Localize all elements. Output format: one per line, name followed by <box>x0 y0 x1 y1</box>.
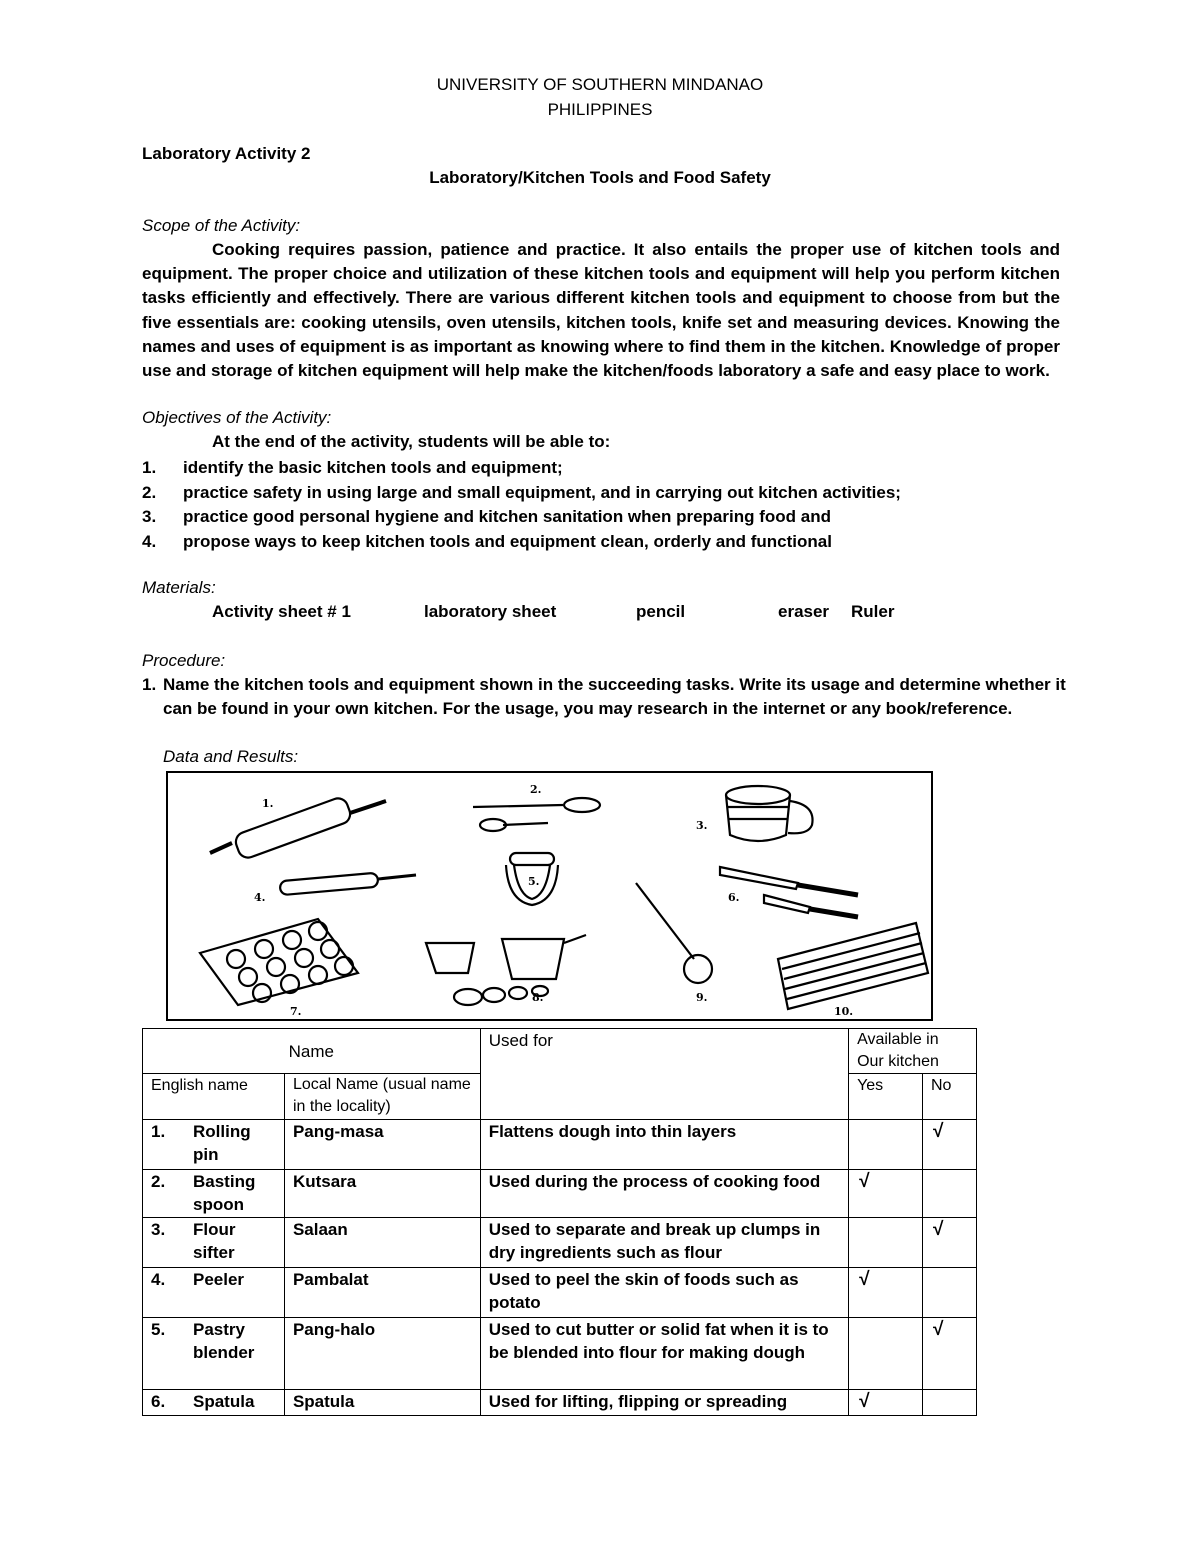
used-for: Flattens dough into thin layers <box>480 1120 848 1170</box>
basting-spoon-icon <box>473 798 600 831</box>
yes-check-cell <box>849 1390 923 1416</box>
table-row <box>143 1170 977 1218</box>
no-check-cell <box>923 1170 977 1218</box>
yes-check-cell <box>849 1218 923 1268</box>
procedure-line: Name the kitchen tools and equipment shown in the succeeding tasks. Write its usage and determine whether it <box>163 675 1066 694</box>
item-text: identify the basic kitchen tools and equipment; <box>183 458 563 477</box>
header-name: Name <box>143 1029 481 1074</box>
english-name: Pastry blender <box>193 1320 255 1362</box>
yes-check-cell <box>849 1120 923 1170</box>
scope-paragraph <box>142 238 1060 383</box>
peeler-icon <box>280 873 416 895</box>
english-name-cell <box>143 1170 285 1218</box>
procedure-line: can be found in your own kitchen. For the usage, you may research in the internet or any book/reference. <box>163 699 1013 718</box>
table-row <box>143 1218 977 1268</box>
university-name: UNIVERSITY OF SOUTHERN MINDANAO <box>436 75 764 94</box>
english-name: Flour sifter <box>193 1220 236 1262</box>
english-name: Rolling pin <box>193 1122 251 1164</box>
figure-label: 3. <box>696 819 708 832</box>
check-mark: √ <box>859 1171 870 1192</box>
objectives-heading: Objectives of the Activity: <box>142 408 332 427</box>
ladle-icon <box>636 883 712 983</box>
english-name: Peeler <box>193 1270 245 1289</box>
local-name: Pambalat <box>284 1268 480 1318</box>
english-name-cell <box>143 1120 285 1170</box>
english-name-cell <box>143 1390 285 1416</box>
used-for: Used to peel the skin of foods such as potato <box>480 1268 848 1318</box>
local-name: Pang-masa <box>284 1120 480 1170</box>
procedure-number: 1. <box>142 675 157 694</box>
item-number: 4. <box>142 531 157 551</box>
figure-label: 5. <box>528 875 540 888</box>
figure-label: 9. <box>696 991 708 1004</box>
header-yes: Yes <box>849 1074 923 1120</box>
local-name: Pang-halo <box>284 1318 480 1390</box>
row-number: 2. <box>151 1172 166 1191</box>
used-for: Used to separate and break up clumps in dry ingredients such as flour <box>480 1218 848 1268</box>
used-for: Used during the process of cooking food <box>480 1170 848 1218</box>
table-row <box>143 1318 977 1390</box>
local-name: Salaan <box>284 1218 480 1268</box>
scope-line: use and storage of kitchen equipment will help make the kitchen/foods laboratory a safe and easy place to work. <box>142 360 1050 380</box>
item-text: practice safety in using large and small equipment, and in carrying out kitchen activities; <box>183 482 901 502</box>
table-row <box>143 1268 977 1318</box>
local-name: Spatula <box>284 1390 480 1416</box>
objectives-intro: At the end of the activity, students will be able to: <box>212 432 611 451</box>
english-name-cell <box>143 1318 285 1390</box>
material-item: Ruler <box>851 602 895 621</box>
scope-heading: Scope of the Activity: <box>142 216 301 235</box>
english-name-cell <box>143 1218 285 1268</box>
check-mark: √ <box>859 1269 870 1290</box>
rolling-pin-icon <box>210 796 386 861</box>
row-number: 3. <box>151 1220 166 1239</box>
figure-label: 7. <box>290 1005 302 1018</box>
item-number: 3. <box>142 507 157 526</box>
figure-label: 1. <box>262 797 274 810</box>
header-local-name: Local Name (usual name in the locality) <box>284 1074 480 1120</box>
row-number: 5. <box>151 1320 166 1339</box>
yes-check-cell <box>849 1268 923 1318</box>
item-text: propose ways to keep kitchen tools and equipment clean, orderly and functional <box>183 531 832 551</box>
figure-label: 4. <box>254 891 266 904</box>
no-check-cell <box>923 1318 977 1390</box>
check-mark: √ <box>933 1219 944 1240</box>
activity-label: Laboratory Activity 2 <box>142 144 311 163</box>
data-results-heading: Data and Results: <box>163 747 299 766</box>
header-english-name: English name <box>143 1074 285 1120</box>
scope-line: equipment. The proper choice and utilization of these kitchen tools and equipment will help you perform kitchen <box>142 264 1060 284</box>
material-item: eraser <box>778 602 830 621</box>
yes-check-cell <box>849 1318 923 1390</box>
flour-sifter-icon <box>726 786 813 841</box>
no-check-cell <box>923 1268 977 1318</box>
kitchen-tools-illustration <box>168 773 930 1018</box>
english-name: Spatula <box>193 1392 255 1411</box>
scope-line: five essentials are: cooking utensils, oven utensils, kitchen tools, knife set and measuring devices. Knowing the <box>142 312 1060 332</box>
country-name: PHILIPPINES <box>547 100 653 119</box>
item-number: 1. <box>142 458 157 477</box>
row-number: 1. <box>151 1122 166 1141</box>
figure-label: 10. <box>834 1005 854 1018</box>
header-used-for: Used for <box>480 1029 848 1120</box>
header-no: No <box>923 1074 977 1120</box>
item-number: 2. <box>142 482 157 502</box>
measuring-cups-icon <box>426 935 586 1005</box>
no-check-cell <box>923 1120 977 1170</box>
figure-label: 6. <box>728 891 740 904</box>
english-name-cell <box>143 1268 285 1318</box>
procedure-heading: Procedure: <box>142 651 226 670</box>
kitchen-tools-figure <box>166 771 933 1021</box>
materials-heading: Materials: <box>142 578 216 597</box>
figure-label: 2. <box>530 783 542 796</box>
results-table <box>142 1028 977 1416</box>
used-for: Used to cut butter or solid fat when it is to be blended into flour for making dough <box>480 1318 848 1390</box>
used-for: Used for lifting, flipping or spreading <box>480 1390 848 1416</box>
row-number: 6. <box>151 1392 166 1411</box>
yes-check-cell <box>849 1170 923 1218</box>
material-item: pencil <box>636 602 686 621</box>
check-mark: √ <box>933 1121 944 1142</box>
material-item: Activity sheet # 1 <box>212 602 351 621</box>
row-number: 4. <box>151 1270 166 1289</box>
local-name: Kutsara <box>284 1170 480 1218</box>
scope-line: Cooking requires passion, patience and practice. It also entails the proper use of kitchen tools and <box>212 240 1060 259</box>
check-mark: √ <box>859 1391 870 1412</box>
item-text: practice good personal hygiene and kitchen sanitation when preparing food and <box>183 507 831 526</box>
activity-title: Laboratory/Kitchen Tools and Food Safety <box>429 168 771 187</box>
english-name: Basting spoon <box>193 1172 256 1214</box>
header-available: Available in Our kitchen <box>849 1029 977 1074</box>
no-check-cell <box>923 1390 977 1416</box>
no-check-cell <box>923 1218 977 1268</box>
scope-line: names and uses of equipment is as important as knowing where to find them in the kitchen. Knowledge of proper <box>142 336 1060 356</box>
muffin-pan-icon <box>200 919 358 1005</box>
material-item: laboratory sheet <box>424 602 557 621</box>
spatula-icon <box>720 867 858 917</box>
cooling-rack-icon <box>778 923 928 1009</box>
table-row <box>143 1390 977 1416</box>
figure-label: 8. <box>532 991 544 1004</box>
table-row <box>143 1120 977 1170</box>
scope-line: tasks efficiently and effectively. There are various different kitchen tools and equipment to choose from but the <box>142 288 1060 308</box>
check-mark: √ <box>933 1319 944 1340</box>
